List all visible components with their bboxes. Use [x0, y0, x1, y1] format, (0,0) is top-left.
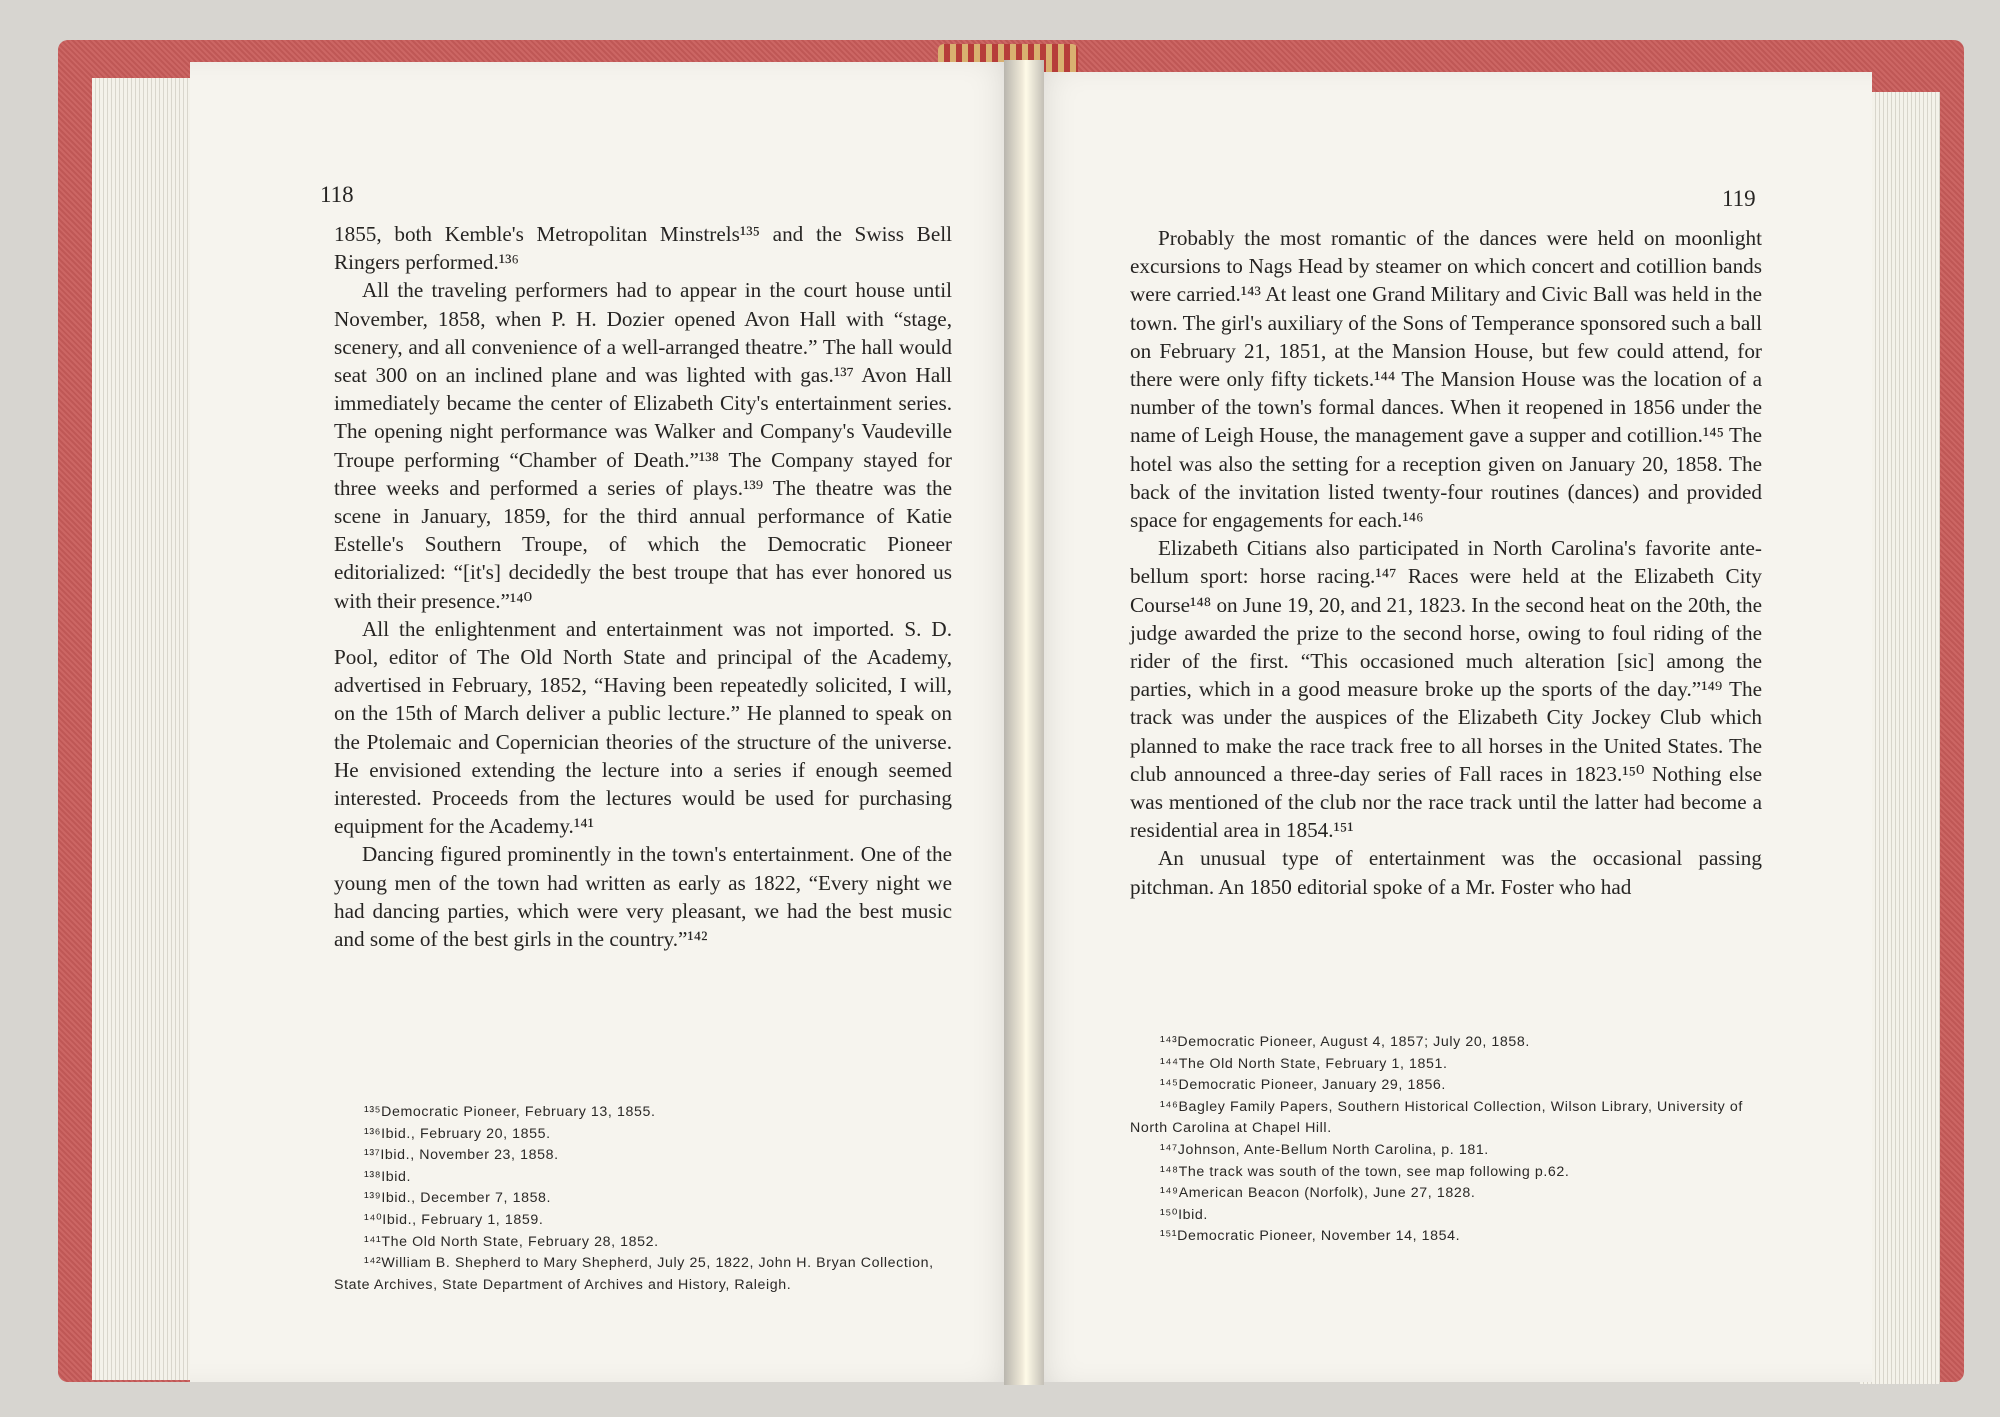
- paragraph: Dancing figured prominently in the town's entertainment. One of the young men of the town had written as early as 1822, “Every night we had dancing parties, which were very pleasant, we had the best music and some of the best girls in the country.”¹⁴²: [334, 842, 952, 952]
- paragraph: An unusual type of entertainment was the occasional passing pitchman. An 1850 editorial spoke of a Mr. Foster who had: [1130, 846, 1762, 899]
- footnote: ¹³⁵Democratic Pioneer, February 13, 1855.: [364, 1104, 656, 1120]
- page-edges-right: [1860, 92, 1940, 1384]
- paragraph: All the traveling performers had to appear in the court house until November, 1858, when P. H. Dozier opened Avon Hall with “stage, scenery, and all convenience of a well-arranged theatre.” The hall would seat 300 on an inclined plane and was lighted with gas.¹³⁷ Avon Hall immediately became the center of Elizabeth City's entertainment series. The opening night performance was Walker and Company's Vaudeville Troupe performing “Chamber of Death.”¹³⁸ The Company stayed for three weeks and performed a series of plays.¹³⁹ The theatre was the scene in January, 1859, for the third annual performance of Katie Estelle's Southern Troupe, of which the Democratic Pioneer editorialized: “[it's] decidedly the best troupe that has ever honored us with their presence.”¹⁴⁰: [334, 278, 952, 613]
- paragraph: Elizabeth Citians also participated in North Carolina's favorite ante-bellum sport: horse racing.¹⁴⁷ Races were held at the Elizabeth City Course¹⁴⁸ on June 19, 20, and 21, 1823. In the second heat on the 20th, the judge awarded the prize to the second horse, owing to foul riding of the rider of the first. “This occasioned much alteration [sic] among the parties, which in a good measure broke up the sports of the day.”¹⁴⁹ The track was under the auspices of the Elizabeth City Jockey Club which planned to make the race track free to all horses in the United States. The club announced a three-day series of Fall races in 1823.¹⁵⁰ Nothing else was mentioned of the club nor the race track until the latter had become a residential area in 1854.¹⁵¹: [1130, 536, 1762, 843]
- book-gutter: [1004, 60, 1044, 1385]
- footnote: ¹³⁷Ibid., November 23, 1858.: [364, 1147, 559, 1164]
- footnote: ¹⁴¹The Old North State, February 28, 1852.: [364, 1233, 659, 1250]
- footnote: ¹⁴⁰Ibid., February 1, 1859.: [364, 1211, 544, 1228]
- footnote: ¹³⁹Ibid., December 7, 1858.: [364, 1190, 552, 1207]
- right-page: [1026, 72, 1872, 1382]
- footnote: ¹³⁶Ibid., February 20, 1855.: [364, 1125, 551, 1142]
- footnote: ¹⁴⁵Democratic Pioneer, January 29, 1856.: [1160, 1077, 1446, 1094]
- right-body-text: [1130, 224, 1762, 901]
- paragraph: 1855, both Kemble's Metropolitan Minstrels¹³⁵ and the Swiss Bell Ringers performed.¹³⁶: [334, 222, 952, 275]
- footnote: ¹⁴⁶Bagley Family Papers, Southern Historical Collection, Wilson Library, University of North Carolina at Chapel Hill.: [1130, 1098, 1743, 1137]
- footnote: ¹⁴²William B. Shepherd to Mary Shepherd, July 25, 1822, John H. Bryan Collection, State Archives, State Department of Archives and History, Raleigh.: [334, 1255, 934, 1293]
- right-footnotes: [1130, 1032, 1762, 1248]
- footnote: ¹⁴³Democratic Pioneer, August 4, 1857; July 20, 1858.: [1160, 1034, 1530, 1050]
- footnote: ¹⁴⁴The Old North State, February 1, 1851.: [1160, 1055, 1448, 1072]
- footnote: ¹⁴⁷Johnson, Ante-Bellum North Carolina, p. 181.: [1160, 1141, 1489, 1158]
- footnote: ¹⁴⁸The track was south of the town, see map following p.62.: [1160, 1163, 1570, 1180]
- left-body-text: [334, 220, 952, 953]
- page-number-left: 118: [320, 182, 354, 207]
- left-footnotes: [334, 1102, 952, 1296]
- footnote: ¹³⁸Ibid.: [364, 1168, 412, 1185]
- footnote: ¹⁴⁹American Beacon (Norfolk), June 27, 1828.: [1160, 1185, 1476, 1202]
- page-number-right: 119: [1722, 186, 1756, 211]
- left-page: [190, 62, 1022, 1382]
- footnote: ¹⁵¹Democratic Pioneer, November 14, 1854.: [1160, 1228, 1461, 1245]
- footnote: ¹⁵⁰Ibid.: [1160, 1206, 1208, 1223]
- paragraph: All the enlightenment and entertainment was not imported. S. D. Pool, editor of The Old North State and principal of the Academy, advertised in February, 1852, “Having been repeatedly solicited, I will, on the 15th of March deliver a public lecture.” He planned to speak on the Ptolemaic and Copernician theories of the structure of the universe. He envisioned extending the lecture into a series if enough seemed interested. Proceeds from the lectures would be used for purchasing equipment for the Academy.¹⁴¹: [334, 616, 952, 839]
- paragraph: Probably the most romantic of the dances were held on moonlight excursions to Nags Head by steamer on which concert and cotillion bands were carried.¹⁴³ At least one Grand Military and Civic Ball was held in the town. The girl's auxiliary of the Sons of Temperance sponsored such a ball on February 21, 1851, at the Mansion House, but few could attend, for there were only fifty tickets.¹⁴⁴ The Mansion House was the location of a number of the town's formal dances. When it reopened in 1856 under the name of Leigh House, the management gave a supper and cotillion.¹⁴⁵ The hotel was also the setting for a reception given on January 20, 1858. The back of the invitation listed twenty-four routines (dances) and provided space for engagements for each.¹⁴⁶: [1130, 226, 1762, 533]
